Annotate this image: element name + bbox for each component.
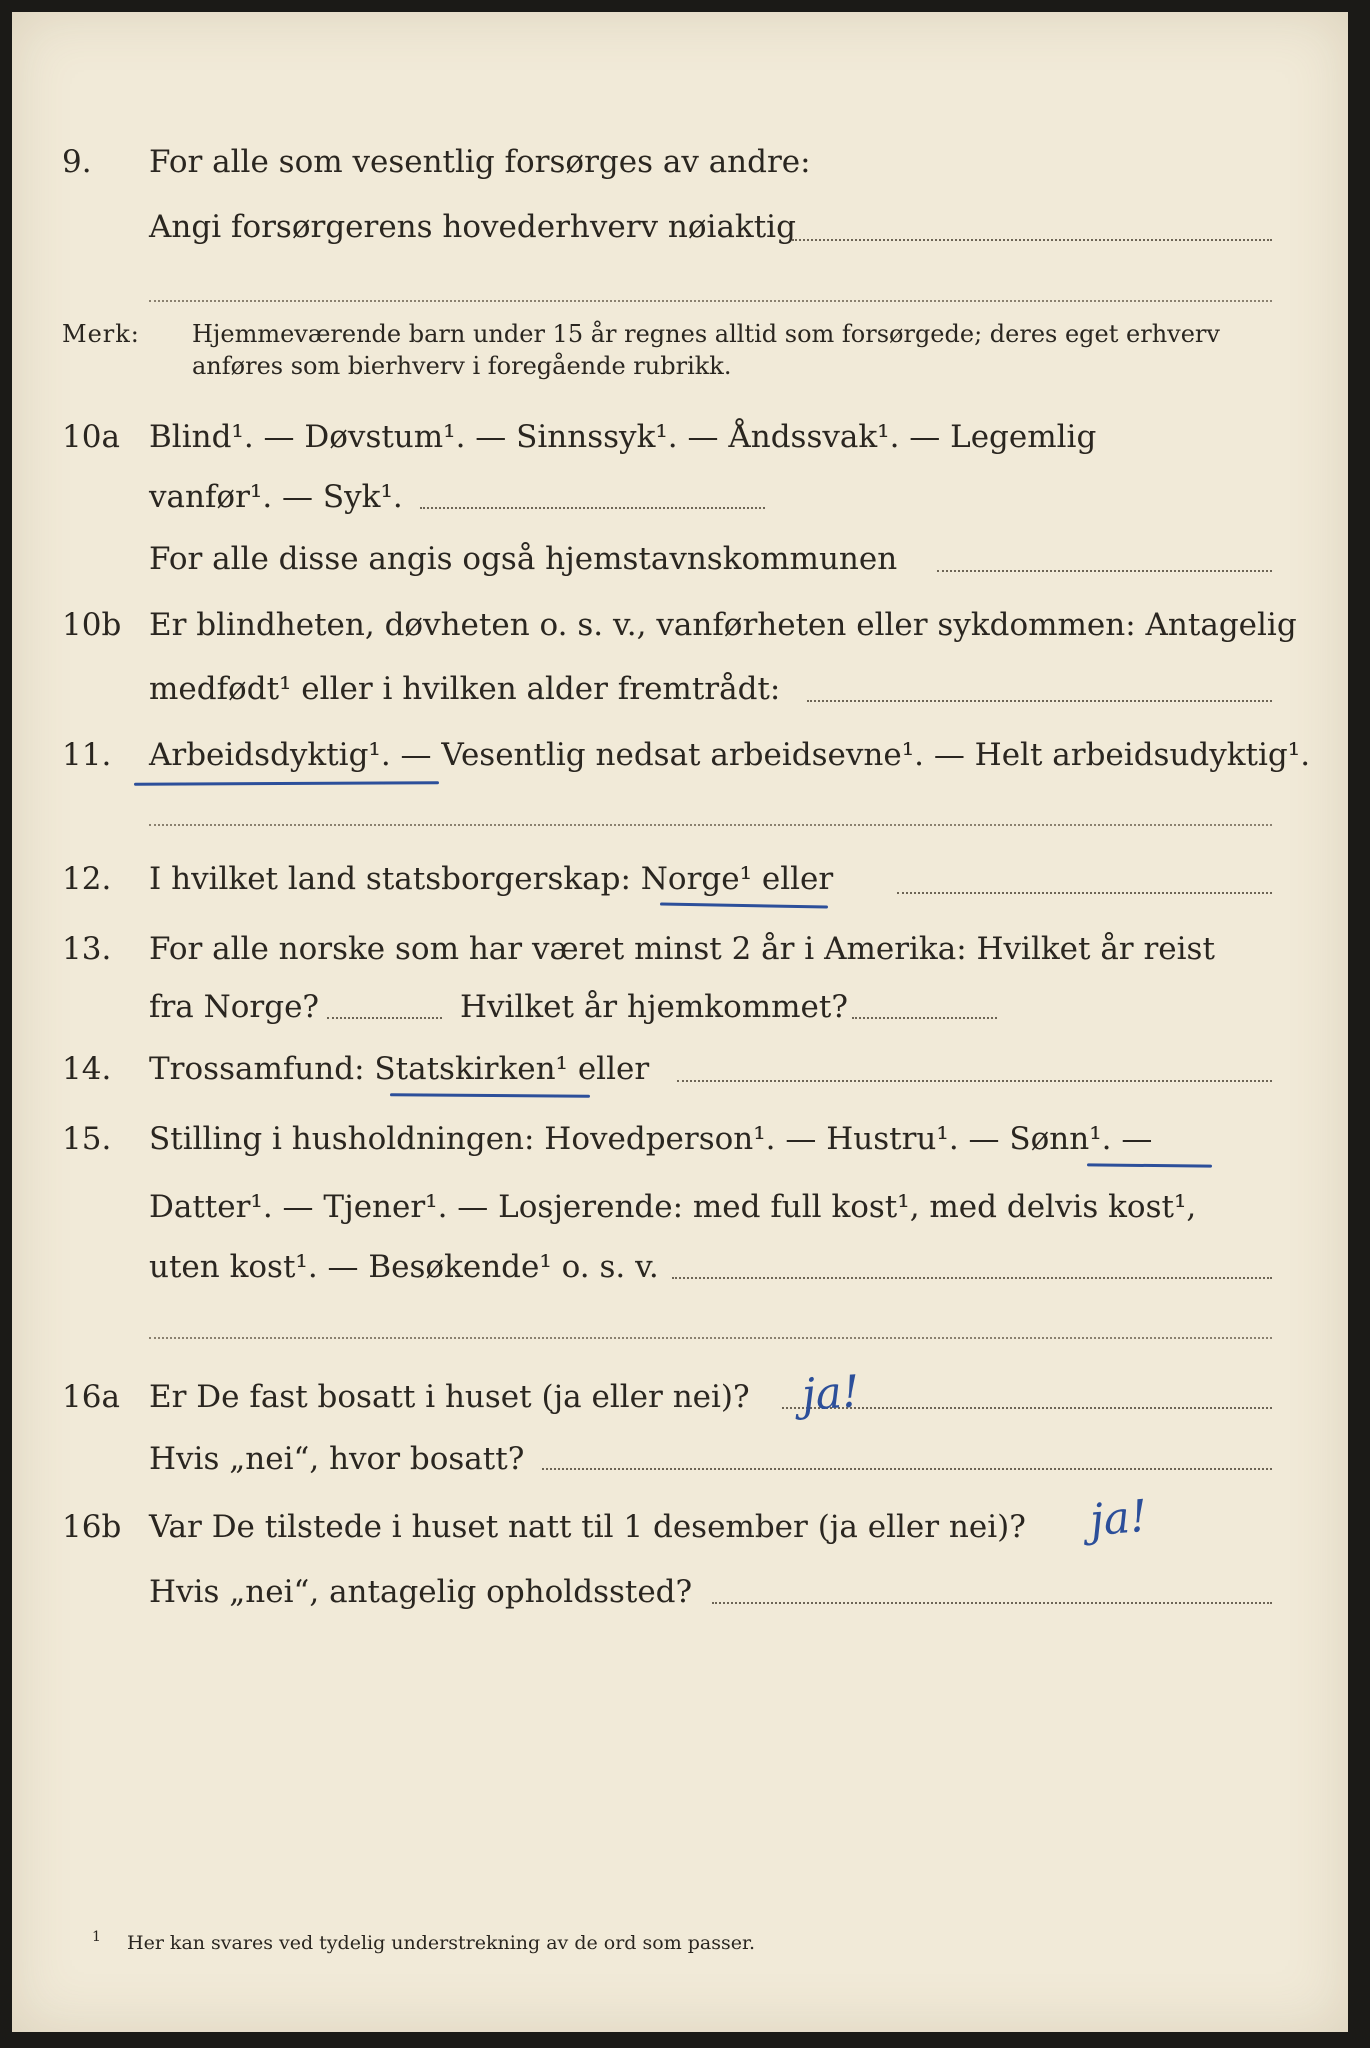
q16a-number: 16a bbox=[62, 1379, 120, 1415]
q9-answer-field-2[interactable] bbox=[149, 300, 1272, 302]
q16b-handwritten-answer: ja! bbox=[1087, 1490, 1150, 1547]
q9-number: 9. bbox=[62, 144, 92, 180]
q16b-opholdssted-field[interactable] bbox=[712, 1602, 1272, 1604]
q16b-number: 16b bbox=[62, 1509, 122, 1545]
q10a-number: 10a bbox=[62, 419, 120, 455]
q11-answer-field[interactable] bbox=[149, 824, 1272, 826]
q10a-text-2: vanfør¹. — Syk¹. bbox=[149, 479, 403, 515]
arbeidsdyktig-underline bbox=[134, 781, 439, 786]
merk-text-2: anføres som bierhverv i foregående rubrikk. bbox=[192, 352, 732, 380]
q12-number: 12. bbox=[62, 861, 112, 897]
q10a-text-3: For alle disse angis også hjemstavnskommunen bbox=[149, 541, 898, 577]
q13-number: 13. bbox=[62, 931, 112, 967]
q15-text-2: Datter¹. — Tjener¹. — Losjerende: med full kost¹, med delvis kost¹, bbox=[149, 1189, 1197, 1225]
q14-answer-field[interactable] bbox=[677, 1080, 1272, 1082]
q11-text: Arbeidsdyktig¹. — Vesentlig nedsat arbeidsevne¹. — Helt arbeidsudyktig¹. bbox=[149, 737, 1311, 773]
norge-underline bbox=[660, 903, 828, 909]
q16a-text: Er De fast bosatt i huset (ja eller nei)? bbox=[149, 1379, 750, 1415]
q10b-answer-field[interactable] bbox=[807, 700, 1272, 702]
q16a-text-2: Hvis „nei“, hvor bosatt? bbox=[149, 1441, 525, 1477]
q11-number: 11. bbox=[62, 737, 112, 773]
q12-text: I hvilket land statsborgerskap: Norge¹ eller bbox=[149, 861, 834, 897]
q10b-text-2: medfødt¹ eller i hvilken alder fremtrådt: bbox=[149, 671, 781, 707]
q13-hjemkommet-field[interactable] bbox=[852, 1017, 997, 1019]
q10b-number: 10b bbox=[62, 607, 122, 643]
q13-text: For alle norske som har været minst 2 år i Amerika: Hvilket år reist bbox=[149, 931, 1215, 967]
q12-answer-field[interactable] bbox=[897, 892, 1272, 894]
q16b-text-2: Hvis „nei“, antagelig opholdssted? bbox=[149, 1574, 693, 1610]
footnote-text: Her kan svares ved tydelig understrekning av de ord som passer. bbox=[127, 1932, 756, 1954]
q9-text: For alle som vesentlig forsørges av andre: bbox=[149, 144, 811, 180]
q14-number: 14. bbox=[62, 1051, 112, 1087]
q9-text-2: Angi forsørgerens hovederhverv nøiaktig bbox=[149, 209, 796, 245]
q10a-text: Blind¹. — Døvstum¹. — Sinnssyk¹. — Åndssvak¹. — Legemlig bbox=[149, 419, 1097, 455]
q10a-kommune-field[interactable] bbox=[937, 570, 1272, 572]
q15-text: Stilling i husholdningen: Hovedperson¹. — Hustru¹. — Sønn¹. — bbox=[149, 1121, 1153, 1157]
q15-text-3: uten kost¹. — Besøkende¹ o. s. v. bbox=[149, 1249, 659, 1285]
merk-text: Hjemmeværende barn under 15 år regnes alltid som forsørgede; deres eget erhverv bbox=[192, 320, 1220, 348]
sonn-underline bbox=[1087, 1163, 1212, 1167]
merk-label: Merk: bbox=[62, 320, 140, 348]
footnote-mark: 1 bbox=[92, 1929, 101, 1945]
statskirken-underline bbox=[390, 1093, 590, 1097]
q16a-handwritten-answer: ja! bbox=[800, 1366, 862, 1421]
q14-text: Trossamfund: Statskirken¹ eller bbox=[149, 1051, 650, 1087]
q13-reist-label: fra Norge? bbox=[149, 989, 320, 1025]
q15-number: 15. bbox=[62, 1121, 112, 1157]
census-form-page bbox=[12, 12, 1348, 2032]
q15-answer-field-2[interactable] bbox=[149, 1337, 1272, 1339]
q9-answer-field[interactable] bbox=[792, 239, 1272, 241]
q13-reist-field[interactable] bbox=[327, 1017, 442, 1019]
q10a-syk-field[interactable] bbox=[420, 507, 765, 509]
q15-answer-field[interactable] bbox=[672, 1277, 1272, 1279]
q10b-text: Er blindheten, døvheten o. s. v., vanførheten eller sykdommen: Antagelig bbox=[149, 607, 1297, 643]
q13-hjemkommet-label: Hvilket år hjemkommet? bbox=[460, 989, 848, 1025]
q16a-bosatt-field[interactable] bbox=[542, 1468, 1272, 1470]
q16b-text: Var De tilstede i huset natt til 1 desember (ja eller nei)? bbox=[149, 1509, 1026, 1545]
